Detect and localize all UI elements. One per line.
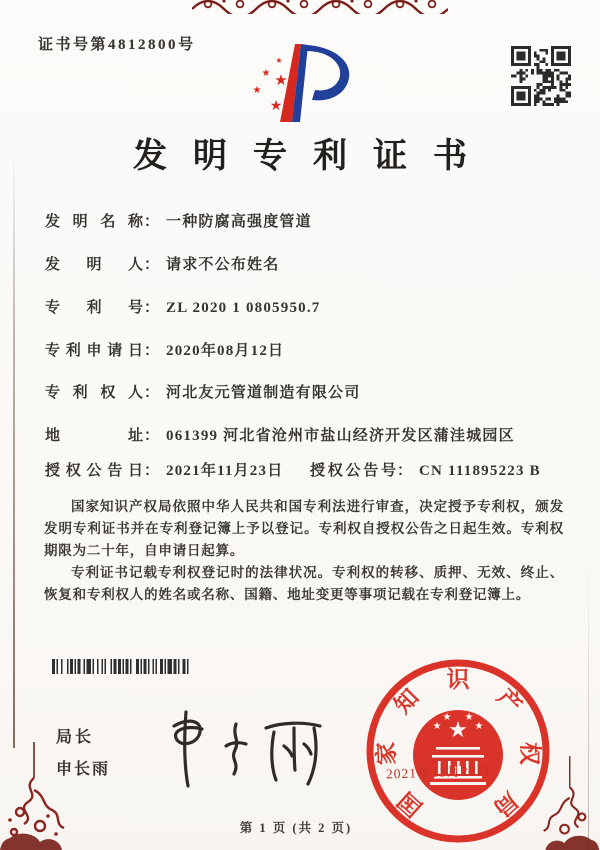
page-number: 第 1 页 (共 2 页)	[239, 821, 353, 835]
director-handwritten-signature-icon	[158, 698, 328, 790]
field-filing-date	[45, 339, 284, 360]
legal-text	[44, 496, 564, 606]
field-inventor	[45, 253, 279, 274]
svg-text:★: ★	[448, 718, 468, 743]
svg-text:★: ★	[261, 68, 271, 79]
field-label: 授权公告日	[45, 463, 143, 479]
svg-text:局: 局	[488, 787, 523, 822]
field-label: 专利申请日	[45, 343, 143, 359]
svg-text:★: ★	[269, 98, 283, 114]
colon: ：	[144, 257, 160, 273]
director-title: 局长	[56, 729, 95, 746]
director-name: 申长雨	[56, 761, 111, 778]
field-address	[45, 424, 515, 445]
field-label: 专利号	[45, 300, 143, 316]
svg-text:知: 知	[389, 684, 424, 719]
field-label: 授权公告号	[310, 463, 396, 479]
svg-text:★: ★	[252, 85, 262, 96]
svg-text:国: 国	[393, 787, 428, 822]
colon: ：	[144, 214, 160, 230]
svg-text:权: 权	[516, 741, 543, 766]
field-value: 请求不公布姓名	[166, 257, 280, 273]
svg-text:★: ★	[274, 71, 288, 89]
field-invention-name	[45, 210, 312, 231]
colon: ：	[144, 428, 160, 444]
field-value: CN 111895223 B	[419, 463, 541, 479]
field-value: ZL 2020 1 0805950.7	[166, 300, 321, 316]
colon: ：	[144, 300, 160, 316]
certificate-number: 证书号第4812800号	[38, 37, 196, 53]
decorative-border-top-icon	[192, 0, 448, 14]
field-value: 2020年08月12日	[166, 343, 285, 359]
barcode-icon	[52, 659, 224, 674]
colon: ：	[144, 463, 160, 479]
legal-paragraph-1: 国家知识产权局依照中华人民共和国专利法进行审查，决定授予专利权，颁发发明专利证书并在专利登记簿上予以登记。专利权自授权公告之日起生效。专利权期限为二十年，自申请日起算。	[44, 499, 564, 558]
qr-code-icon	[511, 46, 571, 106]
svg-text:★: ★	[442, 712, 452, 723]
svg-text:★: ★	[464, 712, 474, 723]
decorative-corner-bottom-right-icon	[536, 756, 600, 850]
field-grant-no	[310, 459, 541, 480]
field-value: 2021年11月23日	[166, 463, 284, 479]
field-label: 专利权人	[45, 385, 143, 401]
page-fold-line	[13, 148, 15, 748]
colon: ：	[397, 463, 413, 479]
svg-text:产: 产	[492, 684, 527, 719]
field-value: 061399 河北省沧州市盐山经济开发区蒲洼城园区	[166, 428, 515, 444]
svg-text:★: ★	[432, 721, 442, 732]
svg-text:家: 家	[373, 741, 400, 766]
field-patent-no	[45, 296, 321, 317]
certificate-title: 发明专利证书	[133, 138, 493, 175]
legal-paragraph-2: 专利证书记载专利权登记时的法律状况。专利权的转移、质押、无效、终止、恢复和专利权人的姓名或名称、国籍、地址变更等事项记载在专利登记簿上。	[44, 565, 564, 602]
field-value: 一种防腐高强度管道	[166, 214, 312, 230]
field-label: 发明名称	[45, 214, 143, 230]
field-patentee	[45, 381, 360, 402]
decorative-corner-bottom-left-icon	[0, 742, 72, 850]
svg-text:★: ★	[275, 56, 283, 65]
field-grant-date	[45, 459, 541, 480]
svg-text:★: ★	[474, 721, 484, 732]
cnipa-logo-icon	[248, 38, 362, 128]
field-label: 发明人	[45, 257, 143, 273]
field-value: 河北友元管道制造有限公司	[166, 385, 361, 401]
svg-text:识: 识	[446, 667, 470, 692]
field-label: 地址	[45, 428, 143, 444]
colon: ：	[144, 343, 160, 359]
seal-date: 2021年11月23日	[385, 762, 492, 782]
colon: ：	[144, 385, 160, 401]
